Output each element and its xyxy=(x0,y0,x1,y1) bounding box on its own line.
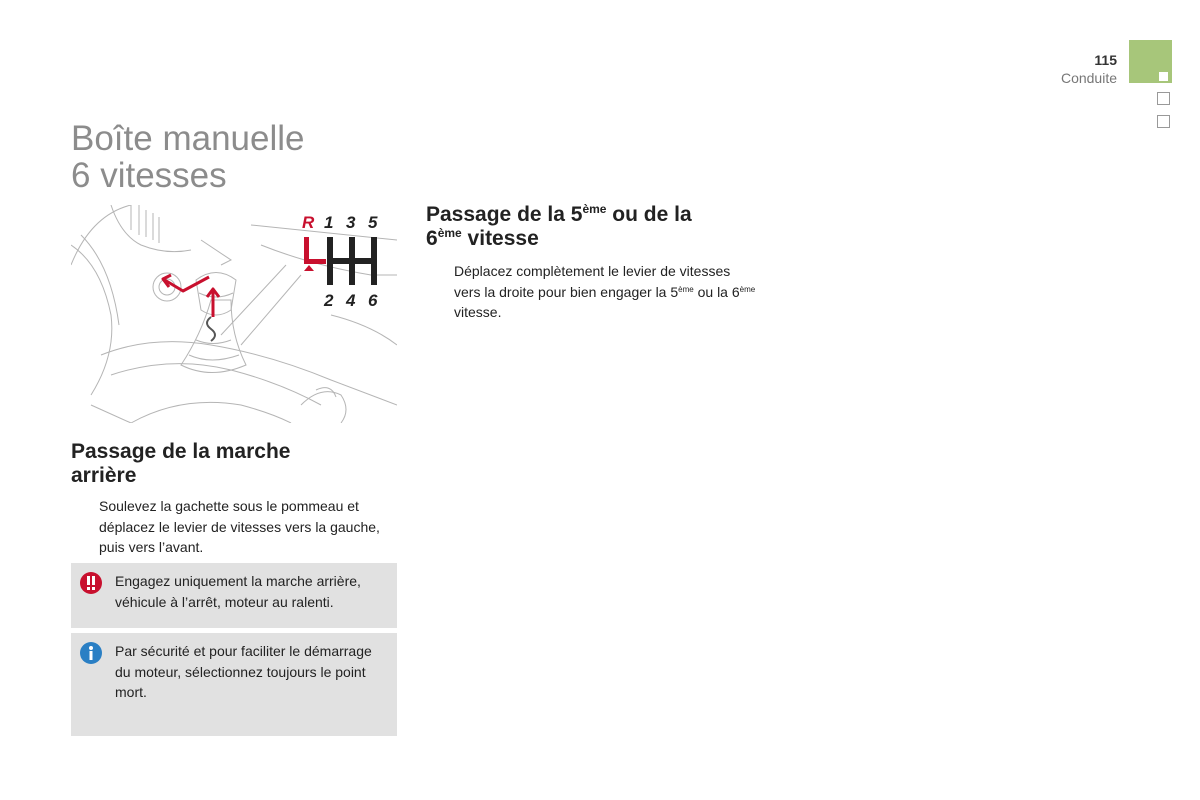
info-note-text: Par sécurité et pour faciliter le démarrage du moteur, sélectionnez toujours le point mort. xyxy=(115,643,372,700)
fifth-sixth-heading-sup2: ème xyxy=(437,226,462,240)
section-nav-box-1[interactable] xyxy=(1157,92,1170,105)
reverse-heading-line1: Passage de la marche xyxy=(71,440,291,463)
fifth-sixth-text-b: ou la 6 xyxy=(693,283,740,300)
fifth-sixth-heading-a: Passage de la 5 xyxy=(426,203,583,226)
fifth-sixth-text-sup1: ème xyxy=(678,284,694,294)
fifth-sixth-heading-d: vitesse xyxy=(461,227,539,250)
chapter-tab[interactable] xyxy=(1129,40,1172,83)
gear-label-5: 5 xyxy=(368,213,378,232)
info-note xyxy=(71,633,397,736)
info-icon xyxy=(80,642,102,664)
reverse-instruction-text: Soulevez la gachette sous le pommeau et déplacez le levier de vitesses vers la gauche, puis vers l’avant. xyxy=(99,498,380,555)
warning-note xyxy=(71,563,397,628)
shift-gate-icon xyxy=(300,233,390,289)
fifth-sixth-heading-c: 6 xyxy=(426,227,438,250)
reverse-instruction xyxy=(71,496,381,558)
page-number: 115 xyxy=(1094,52,1117,68)
reverse-heading-line2: arrière xyxy=(71,464,137,487)
section-nav-box-2[interactable] xyxy=(1157,115,1170,128)
chapter-name: Conduite xyxy=(1060,70,1117,86)
fifth-sixth-instruction-text xyxy=(454,261,756,323)
warning-note-text: Engagez uniquement la marche arrière, véhicule à l’arrêt, moteur au ralenti. xyxy=(115,573,361,610)
reverse-heading xyxy=(71,440,290,488)
page-title xyxy=(71,120,304,194)
fifth-sixth-text-c: vitesse. xyxy=(454,304,502,320)
bullet-hand-icon xyxy=(71,496,99,558)
fifth-sixth-text-a: Déplacez complètement le levier de vitesses vers la droite pour bien engager la 5 xyxy=(454,263,731,300)
gear-label-reverse: R xyxy=(302,213,315,232)
fifth-sixth-heading xyxy=(426,203,766,251)
gear-pattern-diagram xyxy=(300,213,390,313)
gear-label-2: 2 xyxy=(324,291,334,310)
chapter-tab-marker xyxy=(1159,72,1168,81)
gear-label-6: 6 xyxy=(368,291,378,310)
fifth-sixth-heading-b: ou de la xyxy=(606,203,692,226)
fifth-sixth-instruction xyxy=(426,261,756,323)
bullet-hand-icon xyxy=(426,261,454,323)
fifth-sixth-text-sup2: ème xyxy=(739,284,756,294)
warning-icon xyxy=(80,572,102,594)
fifth-sixth-heading-sup1: ème xyxy=(582,202,607,216)
gear-label-3: 3 xyxy=(346,213,356,232)
gear-label-4: 4 xyxy=(346,291,356,310)
page-title-line1: Boîte manuelle xyxy=(71,119,305,158)
page-title-line2: 6 vitesses xyxy=(71,156,227,195)
gear-label-1: 1 xyxy=(324,213,334,232)
